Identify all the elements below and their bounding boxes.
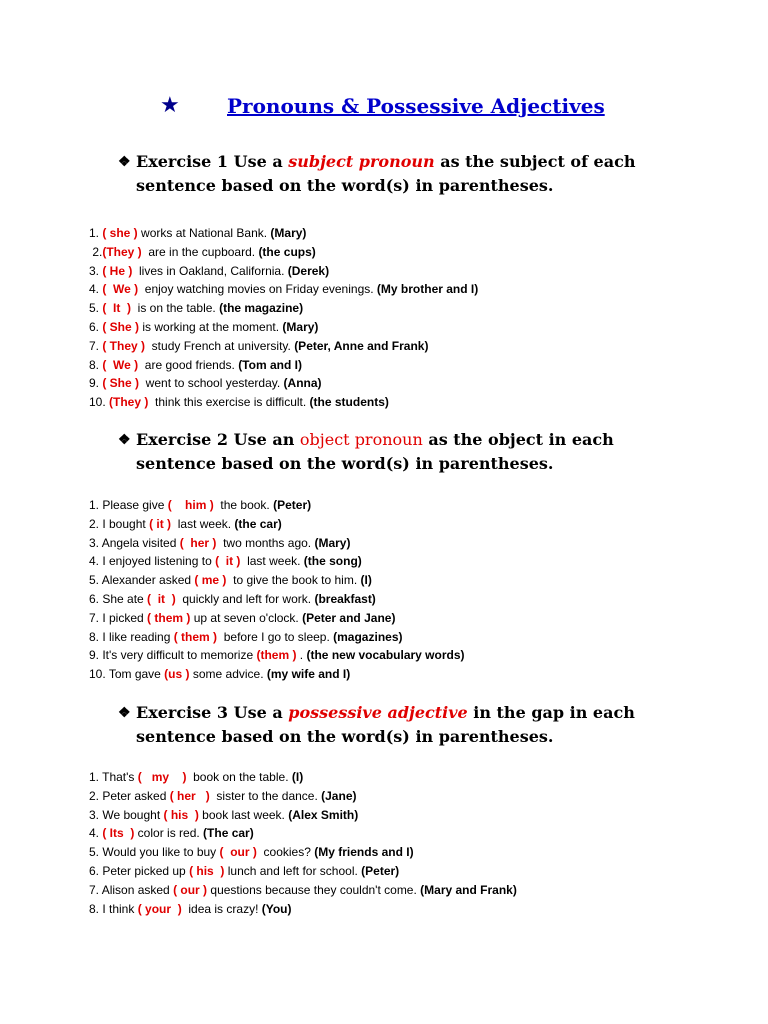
- item-hint: (Derek): [287, 263, 330, 278]
- exercise-item: [89, 280, 478, 299]
- exercise-item: [89, 590, 465, 609]
- diamond-bullet-icon: ❖: [118, 154, 131, 170]
- item-number: 10.: [89, 667, 109, 682]
- item-text-after: to give the book to him.: [226, 573, 361, 588]
- item-text-before: Tom gave: [108, 667, 165, 682]
- item-hint: (the song): [303, 554, 362, 569]
- item-number: 7.: [89, 338, 103, 353]
- exercise-3-instruction-line2: sentence based on the word(s) in parentheses.: [136, 727, 554, 746]
- item-answer: ( She ): [102, 319, 140, 334]
- item-hint: (the car): [234, 516, 282, 531]
- exercise-2-pre: Exercise 2 Use an: [136, 430, 300, 449]
- item-hint: (You): [261, 901, 292, 916]
- item-answer: ( her ): [179, 535, 217, 550]
- item-number: 9.: [89, 648, 103, 663]
- item-answer: ( your ): [137, 901, 182, 916]
- exercise-item: [89, 262, 478, 281]
- item-text-before: She ate: [102, 591, 148, 606]
- exercise-3-list: [89, 768, 517, 918]
- item-text-after: is on the table.: [131, 301, 220, 316]
- item-number: 4.: [89, 554, 103, 569]
- item-number: 5.: [89, 845, 103, 860]
- diamond-bullet-icon: ❖: [118, 705, 131, 721]
- item-answer: ( him ): [167, 498, 214, 512]
- item-hint: (My brother and I): [376, 282, 479, 297]
- exercise-1-highlight: subject pronoun: [288, 152, 435, 171]
- exercise-item: [89, 881, 517, 900]
- item-hint: (I): [360, 573, 372, 588]
- item-text-after: lives in Oakland, California.: [132, 263, 288, 278]
- exercise-item: [89, 571, 465, 590]
- item-answer: ( He ): [102, 263, 133, 278]
- item-hint: (Peter): [273, 498, 312, 512]
- item-answer: ( them ): [173, 629, 218, 644]
- item-hint: (the magazine): [219, 301, 304, 316]
- exercise-item: [89, 628, 465, 647]
- exercise-1-pre: Exercise 1 Use a: [136, 152, 289, 171]
- item-hint: (the students): [309, 395, 389, 410]
- item-text-after: went to school yesterday.: [139, 376, 284, 391]
- page-title: Pronouns & Possessive Adjectives: [227, 94, 605, 118]
- item-number: 8.: [89, 629, 103, 644]
- item-text-before: Alexander asked: [101, 573, 195, 588]
- exercise-item: [89, 534, 465, 553]
- item-text-after: are in the cupboard.: [141, 244, 259, 259]
- exercise-1-instruction-line1: [118, 150, 638, 174]
- item-answer: (They ): [102, 244, 142, 259]
- exercise-item: [89, 515, 465, 534]
- item-hint: (the new vocabulary words): [306, 648, 465, 663]
- exercise-item: [89, 609, 465, 628]
- exercise-1-instruction-line2: sentence based on the word(s) in parentheses.: [136, 176, 554, 195]
- item-text-after: enjoy watching movies on Friday evenings.: [138, 282, 377, 297]
- item-hint: (Mary): [270, 226, 307, 240]
- item-answer: ( Its ): [102, 826, 135, 841]
- diamond-bullet-icon: ❖: [118, 432, 131, 448]
- item-text-after: the book.: [213, 498, 274, 512]
- exercise-item: [89, 768, 517, 787]
- exercise-item: [89, 356, 478, 375]
- item-hint: (my wife and I): [266, 667, 351, 682]
- item-text-after: quickly and left for work.: [175, 591, 315, 606]
- item-answer: ( it ): [147, 591, 176, 606]
- item-hint: (Anna): [283, 376, 322, 391]
- exercise-item: [89, 318, 478, 337]
- item-text-before: Angela visited: [101, 535, 180, 550]
- exercise-item: [89, 862, 517, 881]
- item-text-after: some advice.: [189, 667, 267, 682]
- item-answer: (They ): [109, 395, 149, 410]
- item-answer: ( she ): [102, 226, 138, 240]
- item-hint: (The car): [203, 826, 254, 841]
- exercise-2-heading: [118, 428, 638, 476]
- exercise-item: [89, 900, 517, 919]
- title-row: [0, 92, 768, 124]
- item-text-before: Please give: [102, 498, 168, 512]
- item-text-before: Peter picked up: [102, 863, 190, 878]
- exercise-item: [89, 243, 478, 262]
- exercise-1-heading: [118, 150, 638, 198]
- exercise-1-post: as the subject of each: [434, 152, 636, 171]
- exercise-item: [89, 393, 478, 412]
- item-text-after: study French at university.: [145, 338, 295, 353]
- item-text-after: before I go to sleep.: [217, 629, 334, 644]
- exercise-item: [89, 496, 465, 515]
- item-text-before: I bought: [102, 516, 150, 531]
- item-hint: (Peter): [361, 863, 400, 878]
- item-number: 8.: [89, 901, 103, 916]
- item-hint: (Tom and I): [238, 357, 302, 372]
- item-number: 3.: [89, 263, 103, 278]
- item-answer: ( They ): [102, 338, 146, 353]
- exercise-item: [89, 665, 465, 684]
- item-number: 8.: [89, 357, 103, 372]
- item-answer: ( our ): [219, 845, 257, 860]
- item-number: 1.: [89, 226, 103, 240]
- exercise-2-highlight: object pronoun: [299, 430, 423, 449]
- item-hint: (breakfast): [314, 591, 376, 606]
- item-hint: (I): [291, 770, 304, 784]
- exercise-3-heading: [118, 701, 638, 749]
- item-text-after: are good friends.: [138, 357, 239, 372]
- exercise-2-instruction-line2: sentence based on the word(s) in parentheses.: [136, 454, 554, 473]
- item-hint: (Alex Smith): [288, 807, 359, 822]
- item-text-before: We bought: [102, 807, 164, 822]
- exercise-item: [89, 806, 517, 825]
- exercise-3-pre: Exercise 3 Use a: [136, 703, 289, 722]
- item-hint: (Mary and Frank): [420, 882, 517, 897]
- item-answer: (them ): [256, 648, 297, 663]
- item-text-after: color is red.: [134, 826, 204, 841]
- exercise-2-list: [89, 496, 465, 684]
- item-hint: (Peter, Anne and Frank): [294, 338, 429, 353]
- item-number: 6.: [89, 863, 103, 878]
- item-text-before: That's: [102, 770, 138, 784]
- exercise-3-instruction-line1: [118, 701, 638, 725]
- item-number: 4.: [89, 826, 103, 841]
- item-text-after: two months ago.: [216, 535, 315, 550]
- item-answer: ( it ): [215, 554, 241, 569]
- item-answer: ( our ): [173, 882, 208, 897]
- item-number: 1.: [89, 770, 103, 784]
- exercise-1-list: [89, 224, 478, 412]
- item-number: 2.: [89, 516, 103, 531]
- item-number: 6.: [89, 591, 103, 606]
- exercise-item: [89, 337, 478, 356]
- exercise-2-instruction-line1: [118, 428, 638, 452]
- item-text-after: lunch and left for school.: [224, 863, 362, 878]
- exercise-item: [89, 552, 465, 571]
- item-text-before: I like reading: [102, 629, 174, 644]
- item-answer: ( She ): [102, 376, 140, 391]
- item-text-before: Alison asked: [101, 882, 174, 897]
- item-number: 7.: [89, 882, 102, 897]
- exercise-2-post: as the object in each: [422, 430, 614, 449]
- item-answer: ( her ): [169, 788, 210, 803]
- item-hint: (My friends and I): [314, 845, 414, 860]
- item-text-after: idea is crazy!: [181, 901, 262, 916]
- item-answer: ( his ): [163, 807, 199, 822]
- item-number: 10.: [89, 395, 110, 410]
- item-text-before: I picked: [102, 610, 148, 625]
- item-text-before: Peter asked: [102, 788, 170, 803]
- item-hint: (Peter and Jane): [302, 610, 396, 625]
- item-hint: (Mary): [282, 319, 319, 334]
- item-number: 4.: [89, 282, 103, 297]
- exercise-item: [89, 787, 517, 806]
- item-text-before: Would you like to buy: [102, 845, 220, 860]
- exercise-item: [89, 646, 465, 665]
- item-answer: ( We ): [102, 357, 139, 372]
- item-text-after: book on the table.: [186, 770, 292, 784]
- item-number: 5.: [89, 301, 103, 316]
- item-number: 6.: [89, 319, 103, 334]
- item-number: 2.: [89, 788, 103, 803]
- item-answer: ( his ): [189, 863, 225, 878]
- exercise-item: [89, 224, 478, 243]
- item-text-after: up at seven o'clock.: [190, 610, 303, 625]
- item-text-before: I think: [102, 901, 138, 916]
- item-hint: (the cups): [258, 244, 316, 259]
- item-text-after: .: [296, 648, 307, 663]
- item-text-after: cookies?: [256, 845, 315, 860]
- item-hint: (Jane): [321, 788, 357, 803]
- exercise-item: [89, 374, 478, 393]
- exercise-item: [89, 299, 478, 318]
- item-text-after: think this exercise is difficult.: [148, 395, 310, 410]
- item-number: 5.: [89, 573, 102, 588]
- item-number: 1.: [89, 498, 103, 512]
- item-answer: ( my ): [137, 770, 187, 784]
- item-text-after: sister to the dance.: [209, 788, 322, 803]
- item-hint: (magazines): [333, 629, 403, 644]
- item-text-after: book last week.: [198, 807, 289, 822]
- exercise-3-post: in the gap in each: [467, 703, 635, 722]
- item-text-after: last week.: [240, 554, 304, 569]
- item-text-after: questions because they couldn't come.: [207, 882, 421, 897]
- star-icon: ★: [160, 93, 180, 118]
- exercise-item: [89, 824, 517, 843]
- item-text-before: I enjoyed listening to: [102, 554, 216, 569]
- exercise-item: [89, 843, 517, 862]
- item-answer: ( It ): [102, 301, 132, 316]
- item-answer: ( them ): [147, 610, 191, 625]
- item-text-after: works at National Bank.: [137, 226, 271, 240]
- exercise-3-highlight: possessive adjective: [288, 703, 468, 722]
- item-number: 3.: [89, 807, 103, 822]
- item-answer: ( it ): [149, 516, 172, 531]
- item-answer: ( We ): [102, 282, 139, 297]
- item-text-after: last week.: [171, 516, 235, 531]
- item-number: 3.: [89, 535, 102, 550]
- item-number: 2.: [89, 244, 103, 259]
- item-number: 7.: [89, 610, 103, 625]
- item-text-after: is working at the moment.: [139, 319, 283, 334]
- item-hint: (Mary): [314, 535, 351, 550]
- item-number: 9.: [89, 376, 103, 391]
- item-answer: ( me ): [194, 573, 227, 588]
- item-answer: (us ): [164, 667, 190, 682]
- item-text-before: It's very difficult to memorize: [102, 648, 257, 663]
